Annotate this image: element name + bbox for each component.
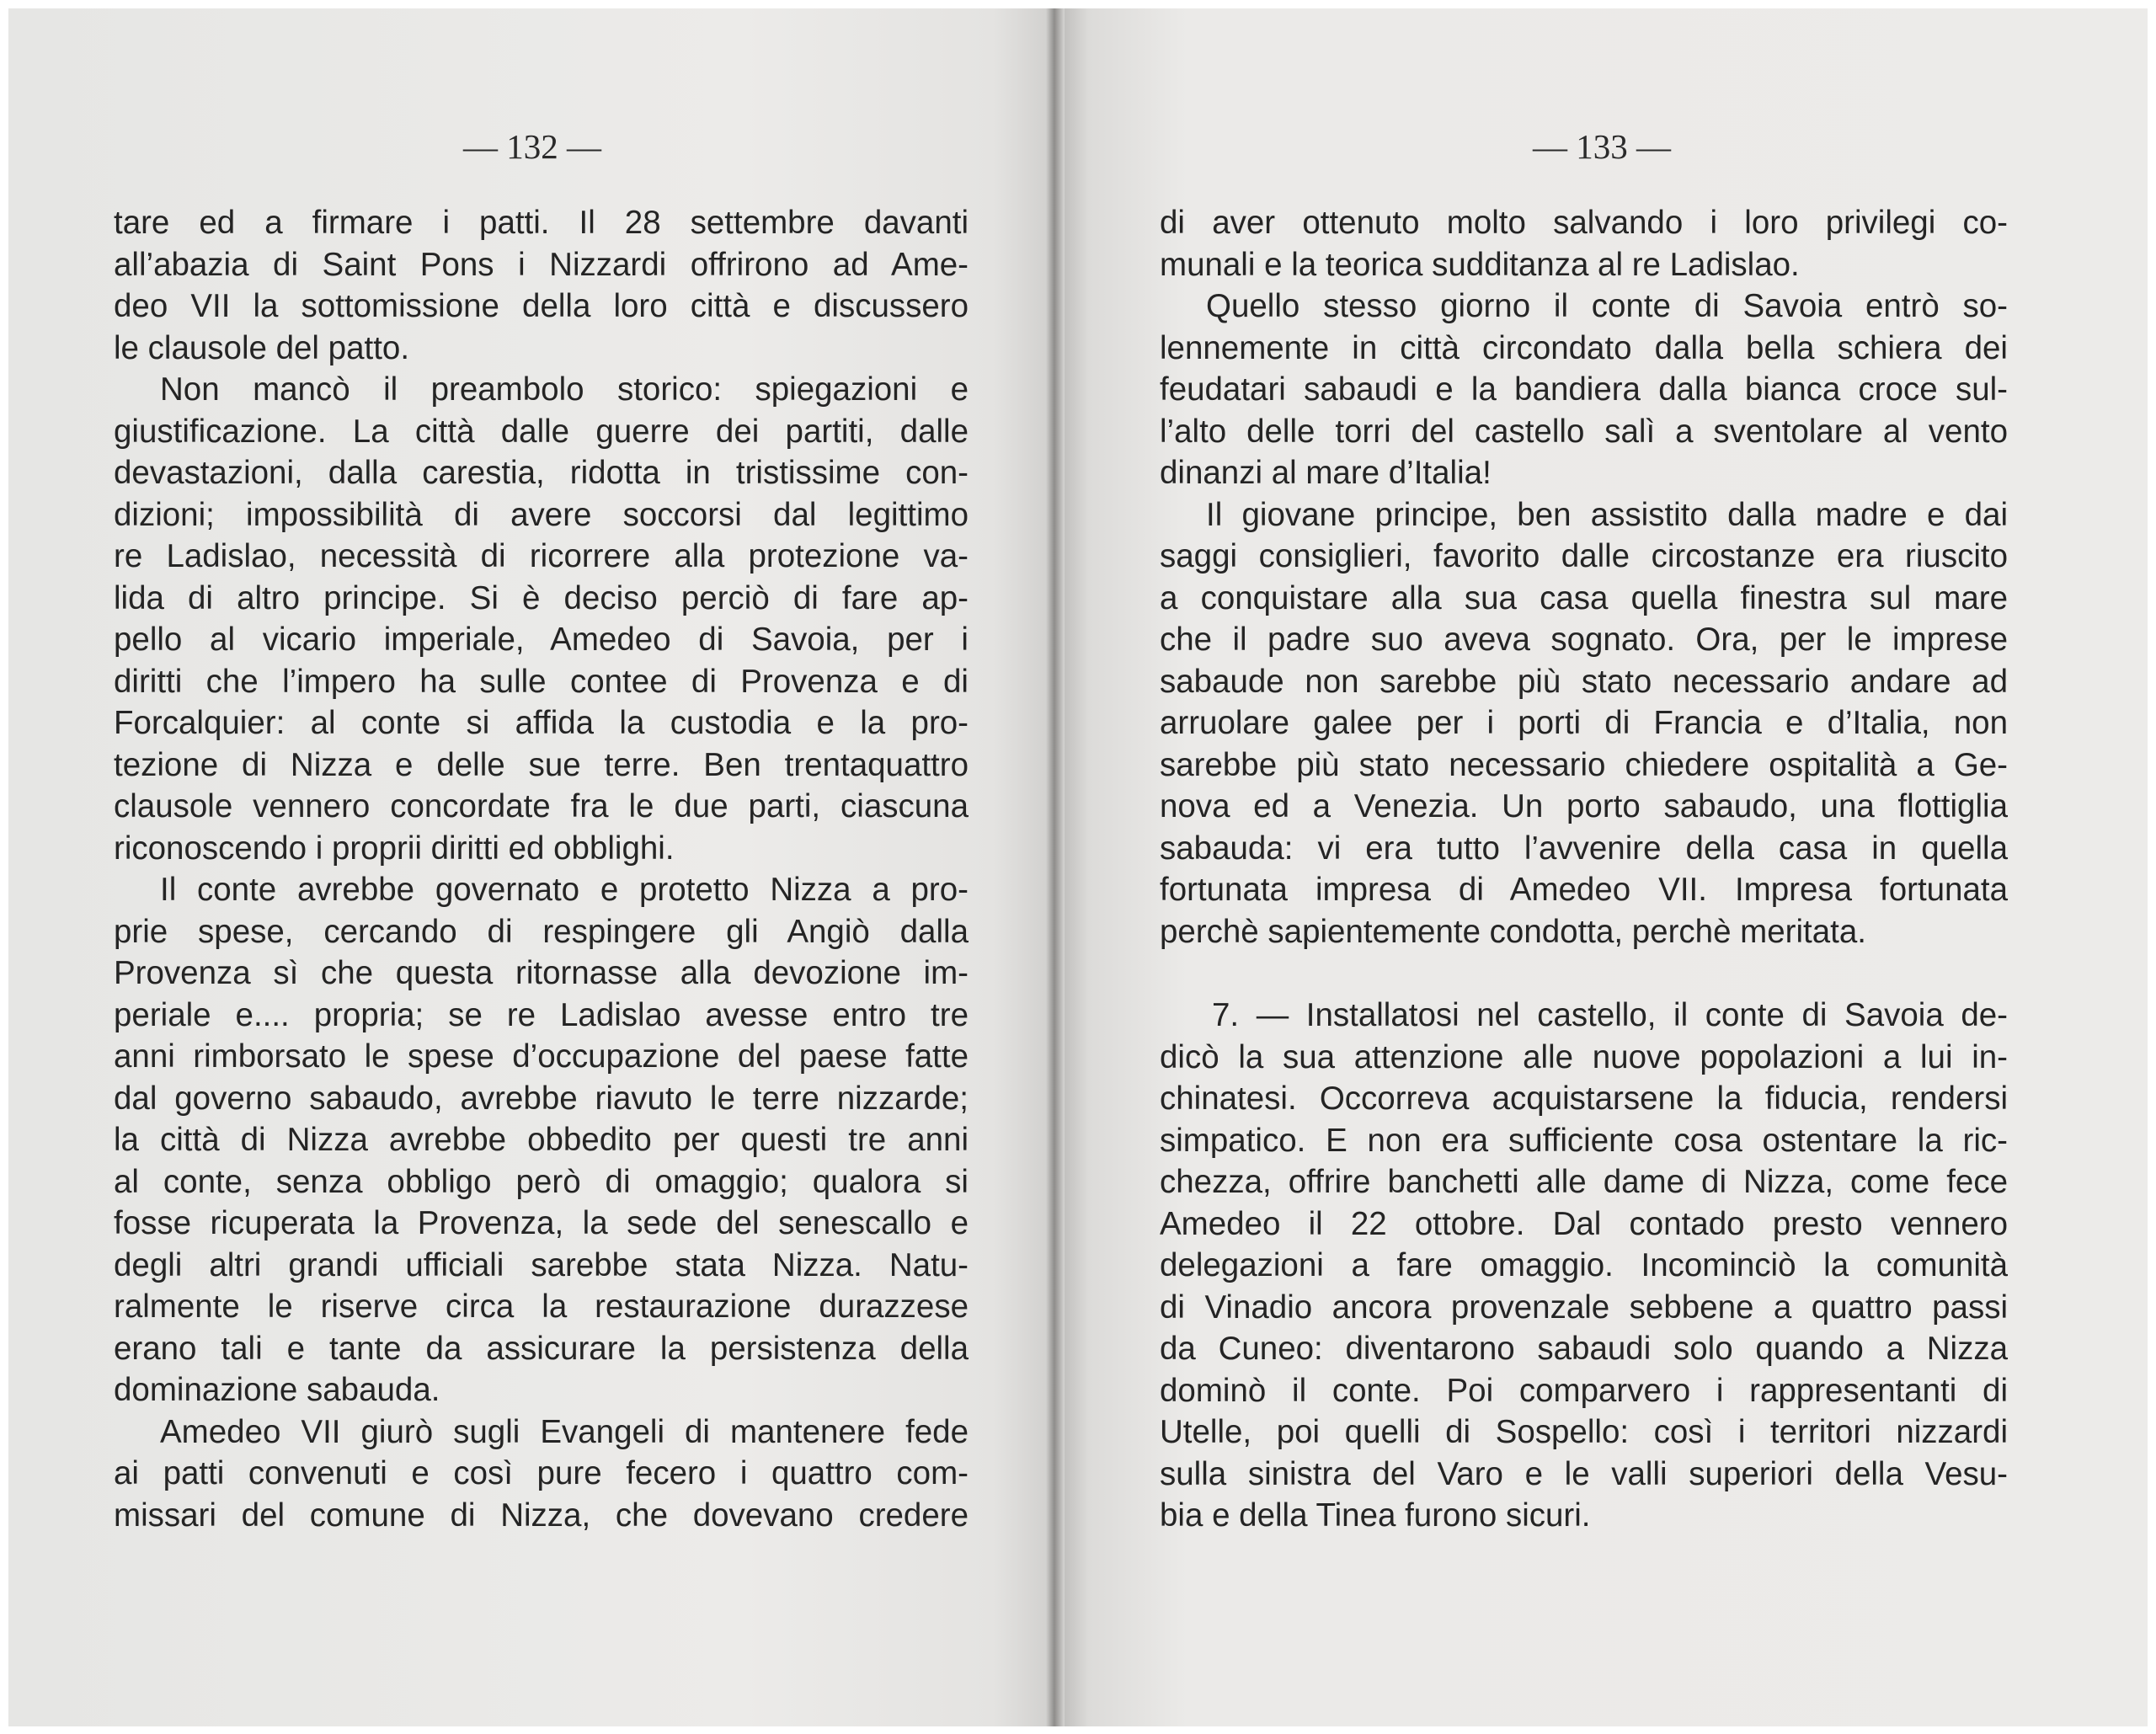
text-line: re Ladislao, necessità di ricorrere alla protezione va- [114,538,969,574]
text-line: dal governo sabaudo, avrebbe riavuto le terre nizzarde; [114,1080,969,1117]
text-line: saggi consiglieri, favorito dalle circostanze era riuscito [1160,538,2008,574]
text-line: pello al vicario imperiale, Amedeo di Savoia, per i [114,622,969,658]
page-number-left: — 132 — [463,127,601,166]
page-number-value: 132 [506,127,558,166]
text-line: deo VII la sottomissione della loro città e discussero [114,288,969,324]
section-heading-line: 7. — Installatosi nel castello, il conte di Savoia de- [1212,997,2008,1033]
text-line: clausole vennero concordate fra le due parti, ciascuna [114,788,969,824]
text-line: di Vinadio ancora provenzale sebbene a quattro passi [1160,1288,2008,1326]
text-line: da Cuneo: diventarono sabaudi solo quando a Nizza [1160,1331,2008,1367]
text-line: lennemente in città circondato dalla bella schiera dei [1160,329,2008,366]
text-line: missari del comune di Nizza, che dovevano credere [114,1497,969,1534]
text-line: Amedeo VII giurò sugli Evangeli di mantenere fede [160,1413,969,1450]
book-spread [8,8,2148,1726]
text-line: riconoscendo i proprii diritti ed obblighi. [114,830,675,867]
text-line: fosse ricuperata la Provenza, la sede del senescallo e [114,1205,969,1241]
text-line: sabaude non sarebbe più stato necessario andare ad [1160,663,2008,700]
text-line: Il conte avrebbe governato e protetto Nizza a pro- [160,872,969,908]
text-line: sulla sinistra del Varo e le valli superiori della Vesu- [1160,1455,2008,1492]
right-page [1056,8,2148,1726]
text-line: arruolare galee per i porti di Francia e d’Italia, non [1160,705,2008,741]
text-line: bia e della Tinea furono sicuri. [1160,1497,1591,1534]
text-line: Non mancò il preambolo storico: spiegazioni e [160,371,969,408]
text-line: simpatico. E non era sufficiente cosa ostentare la ric- [1160,1122,2008,1159]
text-line: dominò il conte. Poi comparvero i rappresentanti di [1160,1372,2008,1409]
text-line: Provenza sì che questa ritornasse alla devozione im- [114,955,969,991]
text-line: prie spese, cercando di respingere gli Angiò dalla [114,913,969,950]
text-line: diritti che l’impero ha sulle contee di Provenza e di [114,663,969,700]
text-line: delegazioni a fare omaggio. Incominciò la comunità [1160,1247,2008,1283]
text-line: chezza, offrire banchetti alle dame di Nizza, come fece [1160,1164,2008,1200]
section-gap [1160,952,2008,995]
text-line: giustificazione. La città dalle guerre dei partiti, dalle [114,413,969,450]
text-line: periale e.... propria; se re Ladislao avesse entro tre [114,996,969,1033]
text-line: devastazioni, dalla carestia, ridotta in tristissime con- [114,455,969,491]
text-line: ralmente le riserve circa la restaurazione durazzese [114,1288,969,1325]
text-line: nova ed a Venezia. Un porto sabaudo, una flottiglia [1160,788,2008,824]
text-line: feudatari sabaudi e la bandiera dalla bianca croce sul- [1160,371,2008,408]
left-page [8,8,1056,1726]
text-line: Utelle, poi quelli di Sospello: così i territori nizzardi [1160,1414,2008,1450]
text-line: di aver ottenuto molto salvando i loro privilegi co- [1160,205,2008,241]
text-line: dicò la sua attenzione alle nuove popolazioni a lui in- [1160,1038,2008,1075]
text-line: sabauda: vi era tutto l’avvenire della casa in quella [1160,830,2008,867]
text-line: l’alto delle torri del castello salì a sventolare al vento [1160,413,2008,450]
text-line: fortunata impresa di Amedeo VII. Impresa fortunata [1160,872,2008,908]
text-line: all’abazia di Saint Pons i Nizzardi offrirono ad Ame- [114,246,969,283]
text-line: dominazione sabauda. [114,1372,440,1408]
book-gutter [1046,8,1065,1726]
text-line: Il giovane principe, ben assistito dalla madre e dai [1206,496,2008,533]
text-line: a conquistare alla sua casa quella finestra sul mare [1160,579,2008,616]
text-line: ai patti convenuti e così pure fecero i quattro com- [114,1455,969,1491]
text-line: degli altri grandi ufficiali sarebbe stata Nizza. Natu- [114,1246,969,1283]
text-line: lida di altro principe. Si è deciso perciò di fare ap- [114,579,969,616]
page-number-right: — 133 — [1533,127,1671,166]
text-line: anni rimborsato le spese d’occupazione del paese fatte [114,1038,969,1075]
text-line: perchè sapientemente condotta, perchè meritata. [1160,913,1866,950]
text-line: munali e la teorica sudditanza al re Ladislao. [1160,246,1800,283]
text-line: Forcalquier: al conte si affida la custodia e la pro- [114,705,969,741]
text-line: Amedeo il 22 ottobre. Dal contado presto vennero [1160,1205,2008,1242]
text-line: che il padre suo aveva sognato. Ora, per le imprese [1160,622,2008,658]
right-page-text [1160,202,2008,1537]
text-line: Quello stesso giorno il conte di Savoia entrò so- [1206,288,2008,324]
left-page-text [114,202,969,1536]
page-number-value: 133 [1576,127,1628,166]
text-line: erano tali e tante da assicurare la persistenza della [114,1330,969,1367]
text-line: le clausole del patto. [114,329,410,366]
text-line: tezione di Nizza e delle sue terre. Ben trentaquattro [114,746,969,783]
text-line: dizioni; impossibilità di avere soccorsi dal legittimo [114,496,969,533]
text-line: sarebbe più stato necessario chiedere ospitalità a Ge- [1160,746,2008,783]
text-line: dinanzi al mare d’Italia! [1160,455,1492,491]
text-line: tare ed a firmare i patti. Il 28 settembre davanti [114,205,969,241]
text-line: al conte, senza obbligo però di omaggio; qualora si [114,1163,969,1200]
text-line: chinatesi. Occorreva acquistarsene la fiducia, rendersi [1160,1080,2008,1117]
text-line: la città di Nizza avrebbe obbedito per questi tre anni [114,1122,969,1158]
